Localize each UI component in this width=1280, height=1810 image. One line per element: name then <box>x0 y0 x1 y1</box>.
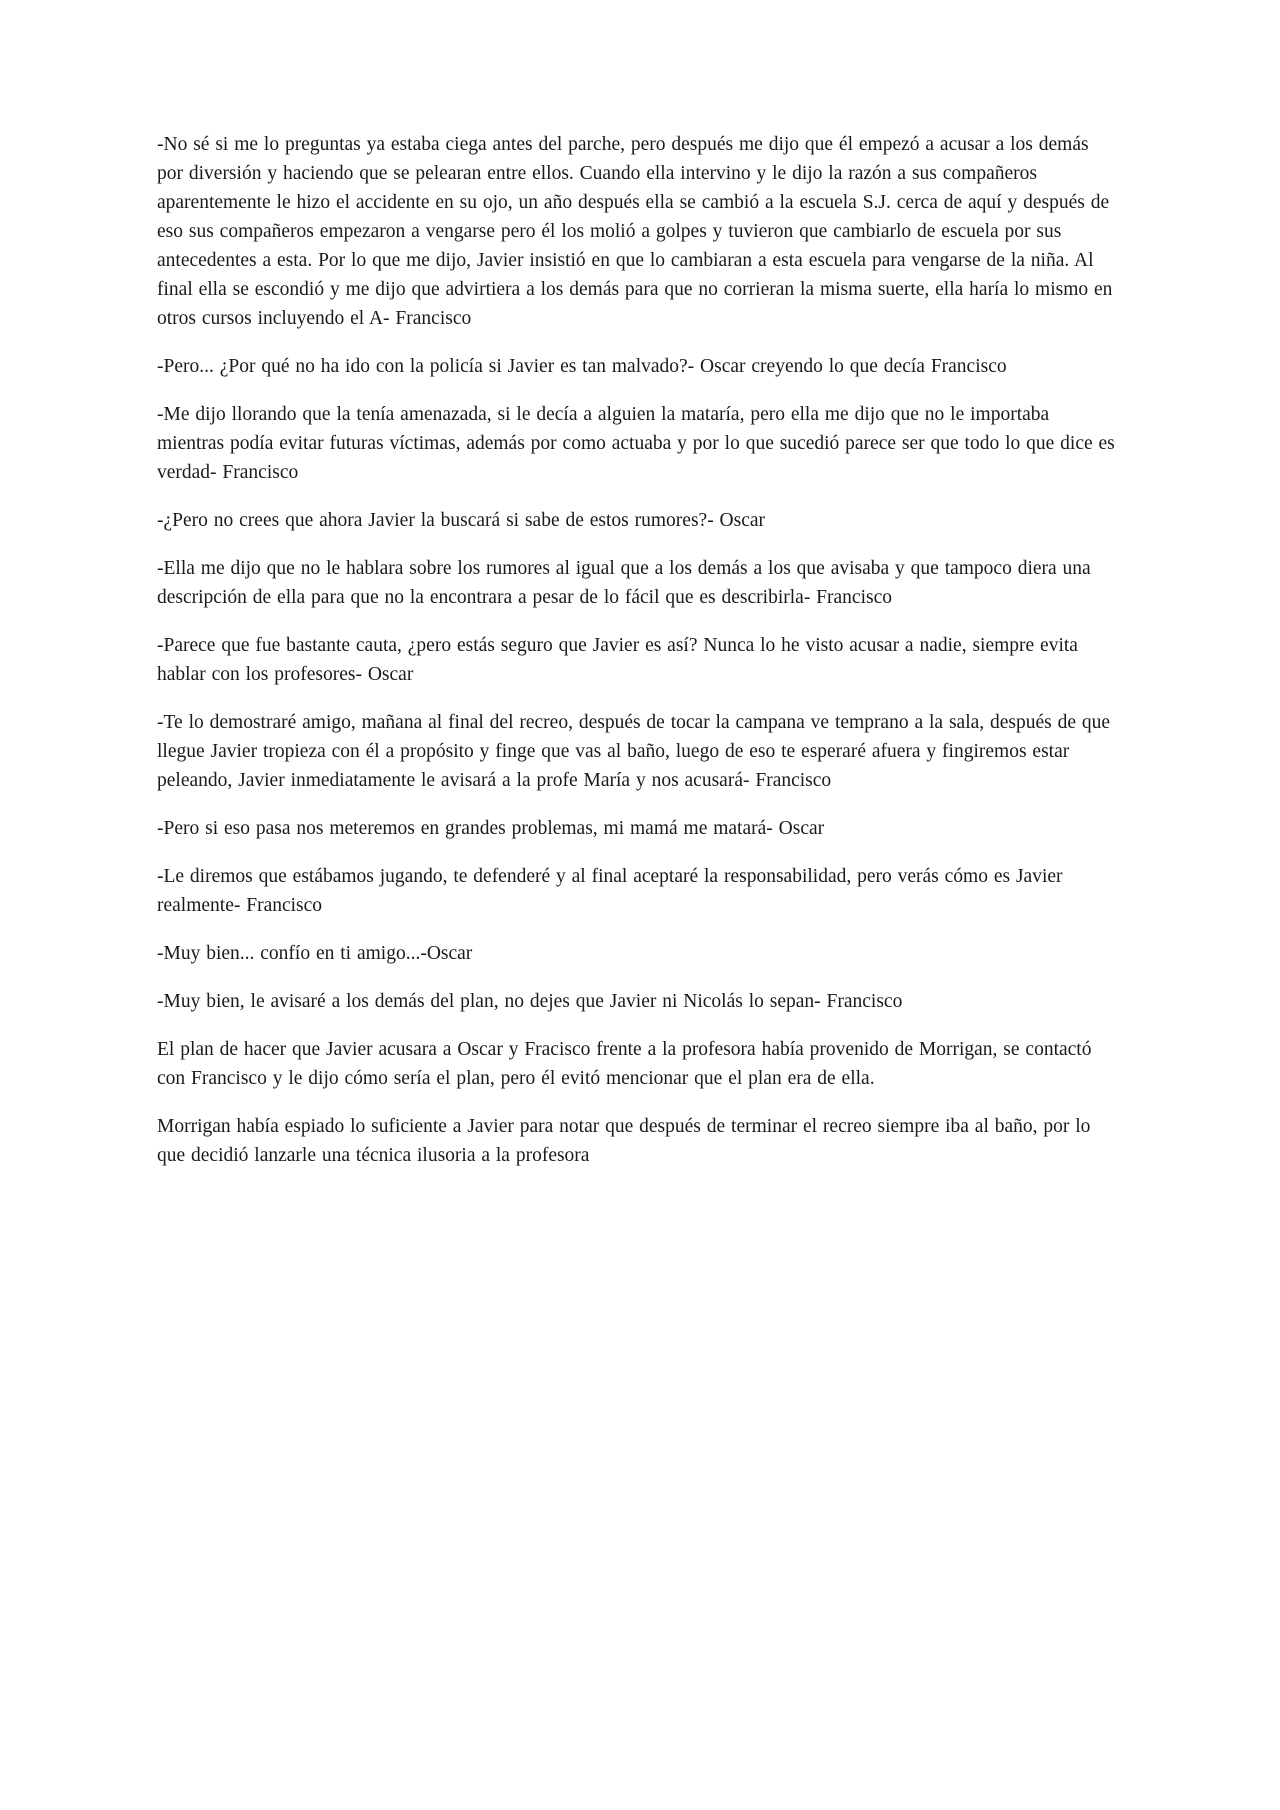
paragraph: -¿Pero no crees que ahora Javier la buscará si sabe de estos rumores?- Oscar <box>157 510 766 531</box>
paragraph: -Muy bien... confío en ti amigo...-Oscar <box>157 943 473 964</box>
paragraph: Morrigan había espiado lo suficiente a Javier para notar que después de terminar el recreo siempre iba al baño, por lo que decidió lanzarle una técnica ilusoria a la profesora <box>157 1116 1091 1166</box>
paragraph: -Muy bien, le avisaré a los demás del plan, no dejes que Javier ni Nicolás lo sepan- Francisco <box>157 991 903 1012</box>
paragraph: -Me dijo llorando que la tenía amenazada, si le decía a alguien la mataría, pero ella me dijo que no le importaba mientras podía evitar futuras víctimas, además por como actuaba y por lo que sucedió parece ser que todo lo que dice es verdad- Francisco <box>157 404 1115 483</box>
paragraph: -Le diremos que estábamos jugando, te defenderé y al final aceptaré la responsabilidad, pero verás cómo es Javier realmente- Francisco <box>157 866 1063 916</box>
paragraph: -Te lo demostraré amigo, mañana al final del recreo, después de tocar la campana ve temprano a la sala, después de que llegue Javier tropieza con él a propósito y finge que vas al baño, luego de eso te esperaré afuera y fingiremos estar peleando, Javier inmediatamente le avisará a la profe María y nos acusará- Francisco <box>157 712 1111 791</box>
paragraph: -Ella me dijo que no le hablara sobre los rumores al igual que a los demás a los que avisaba y que tampoco diera una descripción de ella para que no la encontrara a pesar de lo fácil que es describirla- Francisco <box>157 558 1091 608</box>
paragraph: -No sé si me lo preguntas ya estaba ciega antes del parche, pero después me dijo que él empezó a acusar a los demás por diversión y haciendo que se pelearan entre ellos. Cuando ella intervino y le dijo la razón a sus compañeros aparentemente le hizo el accidente en su ojo, un año después ella se cambió a la escuela S.J. cerca de aquí y después de eso sus compañeros empezaron a vengarse pero él los molió a golpes y tuvieron que cambiarlo de escuela por sus antecedentes a esta. Por lo que me dijo, Javier insistió en que lo cambiaran a esta escuela para vengarse de la niña. Al final ella se escondió y me dijo que advirtiera a los demás para que no corrieran la misma suerte, ella haría lo mismo en otros cursos incluyendo el A- Francisco <box>157 134 1113 329</box>
paragraph: -Pero... ¿Por qué no ha ido con la policía si Javier es tan malvado?- Oscar creyendo lo que decía Francisco <box>157 356 1007 377</box>
paragraph: -Pero si eso pasa nos meteremos en grandes problemas, mi mamá me matará- Oscar <box>157 818 825 839</box>
paragraph: -Parece que fue bastante cauta, ¿pero estás seguro que Javier es así? Nunca lo he visto acusar a nadie, siempre evita hablar con los profesores- Oscar <box>157 635 1078 685</box>
paragraph: El plan de hacer que Javier acusara a Oscar y Fracisco frente a la profesora había provenido de Morrigan, se contactó con Francisco y le dijo cómo sería el plan, pero él evitó mencionar que el plan era de ella. <box>157 1039 1092 1089</box>
